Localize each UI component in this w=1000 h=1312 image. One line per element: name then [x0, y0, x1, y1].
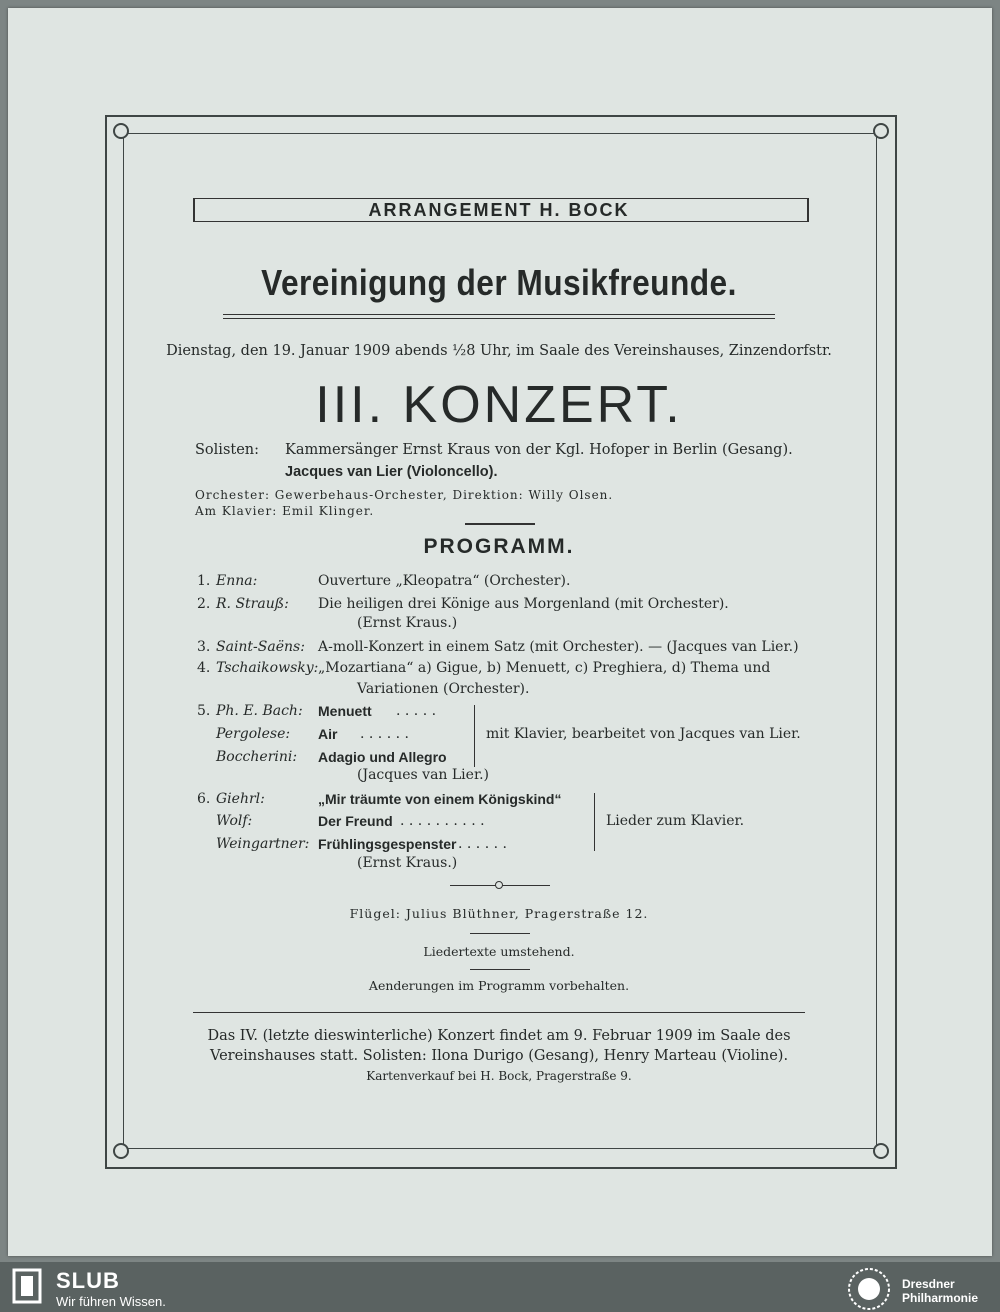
- piano-supplier: Flügel: Julius Blüthner, Pragerstraße 12.: [349, 906, 649, 921]
- corner-ornament: [873, 123, 889, 139]
- divider: [470, 933, 530, 934]
- title-divider: [223, 314, 775, 319]
- slub-logo-icon: [12, 1266, 46, 1306]
- corner-ornament: [873, 1143, 889, 1159]
- program-work: Frühlingsgespenster: [318, 836, 457, 852]
- philharmonie-name-line-2: Philharmonie: [902, 1291, 979, 1305]
- concert-title: III. KONZERT.: [315, 376, 683, 434]
- program-composer: Boccherini:: [216, 749, 298, 765]
- program-work-continued: Variationen (Orchester).: [357, 681, 530, 697]
- brace: [466, 705, 475, 767]
- program-group-description: Lieder zum Klavier.: [606, 813, 745, 829]
- program-dots: . . . . .: [396, 703, 437, 719]
- program-work: Der Freund: [318, 813, 393, 829]
- program-dots: . . . . . .: [360, 726, 409, 742]
- program-performer: (Ernst Kraus.): [357, 615, 458, 631]
- next-concert-line-1: Das IV. (letzte dieswinterliche) Konzert findet am 9. Februar 1909 im Saale des: [207, 1028, 791, 1044]
- program-composer: Saint-Saëns:: [216, 639, 305, 655]
- program-composer: Weingartner:: [216, 836, 310, 852]
- footer-divider: [193, 1012, 805, 1013]
- program-number: 6.: [197, 791, 211, 807]
- philharmonie-name-line-1: Dresdner: [902, 1277, 955, 1291]
- program-work: Air: [318, 726, 338, 742]
- program-composer: Ph. E. Bach:: [216, 703, 303, 719]
- program-work: A-moll-Konzert in einem Satz (mit Orchester). — (Jacques van Lier.): [318, 639, 799, 655]
- changes-note: Aenderungen im Programm vorbehalten.: [368, 978, 630, 993]
- program-composer: Giehrl:: [216, 791, 265, 807]
- ticket-sales: Kartenverkauf bei H. Bock, Pragerstraße 9.: [366, 1069, 632, 1083]
- ornament-dot: [495, 881, 503, 889]
- arrangement-label: ARRANGEMENT H. BOCK: [310, 200, 688, 221]
- program-group-description: mit Klavier, bearbeitet von Jacques van Lier.: [486, 726, 801, 742]
- program-composer: Pergolese:: [216, 726, 291, 742]
- program-title: PROGRAMM.: [423, 535, 575, 558]
- brace: [586, 793, 595, 851]
- corner-ornament: [113, 1143, 129, 1159]
- program-composer: Enna:: [216, 573, 258, 589]
- program-work: Adagio und Allegro: [318, 749, 447, 765]
- program-performer: (Ernst Kraus.): [357, 855, 458, 871]
- program-number: 5.: [197, 703, 211, 719]
- program-work: Die heiligen drei Könige aus Morgenland (mit Orchester).: [318, 596, 729, 612]
- program-dots: . . . . . .: [458, 836, 507, 852]
- soloists-label: Solisten:: [195, 442, 260, 458]
- divider: [470, 969, 530, 970]
- program-work: „Mozartiana“ a) Gigue, b) Menuett, c) Preghiera, d) Thema und: [318, 660, 771, 676]
- corner-ornament: [113, 123, 129, 139]
- program-work: Ouverture „Kleopatra“ (Orchester).: [318, 573, 571, 589]
- philharmonie-name: [902, 1277, 978, 1305]
- program-composer: Wolf:: [216, 813, 253, 829]
- orchestra-line: Orchester: Gewerbehaus-Orchester, Direktion: Willy Olsen.: [195, 488, 614, 502]
- divider: [465, 523, 535, 525]
- program-composer: Tschaikowsky:: [216, 660, 319, 676]
- program-composer: R. Strauß:: [216, 596, 289, 612]
- program-number: 3.: [197, 639, 211, 655]
- program-work: „Mir träumte von einem Königskind“: [318, 791, 562, 807]
- program-dots: . . . . . . . . . .: [400, 813, 485, 829]
- lyrics-note: Liedertexte umstehend.: [423, 944, 575, 959]
- soloist-line-1: Kammersänger Ernst Kraus von der Kgl. Hofoper in Berlin (Gesang).: [285, 442, 793, 458]
- philharmonie-logo-icon: [846, 1266, 892, 1312]
- date-line: Dienstag, den 19. Januar 1909 abends ½8 Uhr, im Saale des Vereinshauses, Zinzendorfstr.: [166, 343, 832, 359]
- program-number: 4.: [197, 660, 211, 676]
- program-work: Menuett: [318, 703, 372, 719]
- page-title: Vereinigung der Musikfreunde.: [261, 262, 737, 303]
- program-number: 2.: [197, 596, 211, 612]
- piano-line: Am Klavier: Emil Klinger.: [195, 504, 375, 518]
- slub-name: SLUB: [56, 1268, 120, 1293]
- program-performer: (Jacques van Lier.): [357, 767, 490, 783]
- next-concert-line-2: Vereinshauses statt. Solisten: Ilona Durigo (Gesang), Henry Marteau (Violine).: [209, 1048, 789, 1064]
- soloist-line-2: Jacques van Lier (Violoncello).: [285, 464, 498, 480]
- program-number: 1.: [197, 573, 211, 589]
- slub-tagline: Wir führen Wissen.: [56, 1294, 166, 1309]
